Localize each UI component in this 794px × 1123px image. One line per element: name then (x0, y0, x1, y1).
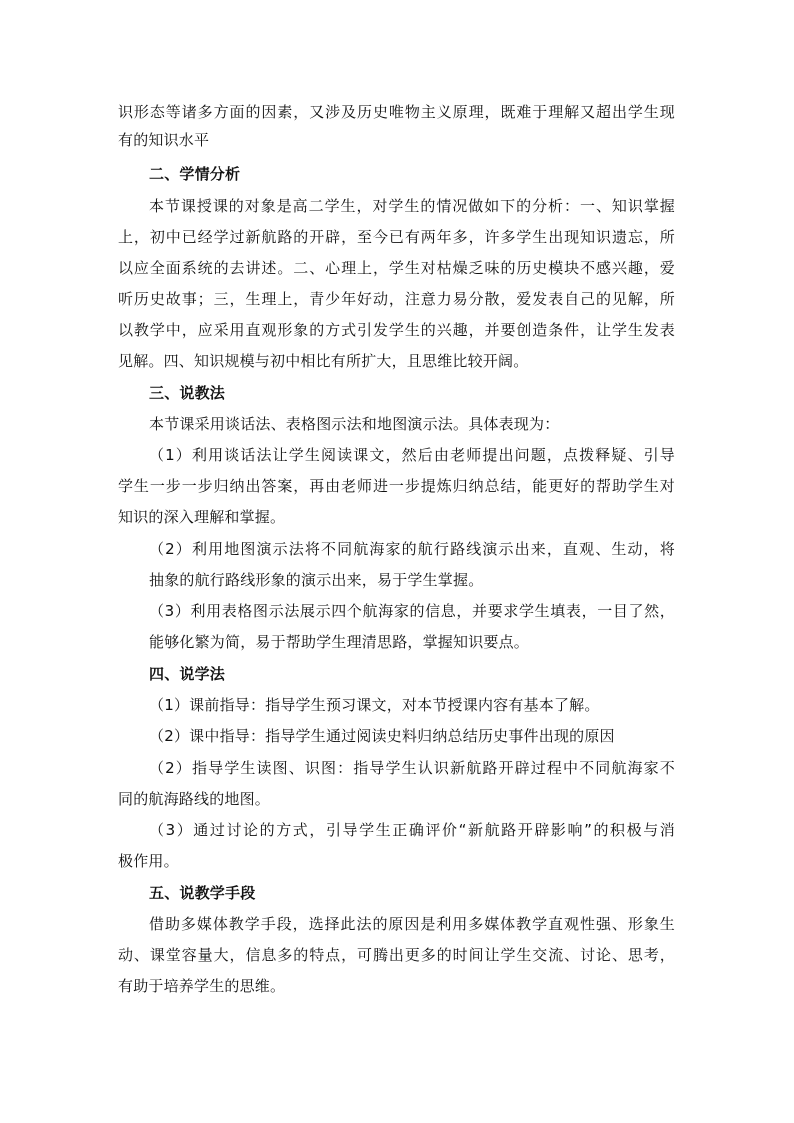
paragraph-line: 动、课堂容量大，信息多的特点，可腾出更多的时间让学生交流、讨论、思考， (118, 946, 675, 964)
paragraph-line: 同的航海路线的地图。 (118, 790, 271, 808)
section-heading: 二、学情分析 (149, 165, 241, 183)
list-item-line: （3）通过讨论的方式，引导学生正确评价“新航路开辟影响”的积极与消 (149, 821, 675, 839)
list-item-line: （3）利用表格图示法展示四个航海家的信息，并要求学生填表，一目了然， (149, 602, 675, 620)
list-item-line: （2）利用地图演示法将不同航海家的航行路线演示出来，直观、生动，将 (149, 540, 675, 558)
paragraph-line: 抽象的航行路线形象的演示出来，易于学生掌握。 (149, 571, 484, 589)
paragraph-line: 听历史故事；三，生理上，青少年好动，注意力易分散，爱发表自己的见解，所 (118, 290, 675, 308)
paragraph-line: 本节课授课的对象是高二学生，对学生的情况做如下的分析：一、知识掌握 (149, 197, 675, 215)
paragraph-line: 见解。四、知识规模与初中相比有所扩大，且思维比较开阔。 (118, 352, 529, 370)
list-item-line: （2）指导学生读图、识图：指导学生认识新航路开辟过程中不同航海家不 (149, 759, 675, 777)
list-item-line: （2）课中指导：指导学生通过阅读史料归纳总结历史事件出现的原因 (149, 727, 615, 745)
paragraph-line: 有助于培养学生的思维。 (118, 977, 286, 995)
paragraph-line: 借助多媒体教学手段，选择此法的原因是利用多媒体教学直观性强、形象生 (149, 915, 675, 933)
paragraph-line: 本节课采用谈话法、表格图示法和地图演示法。具体表现为： (149, 415, 560, 433)
paragraph-line: 以教学中，应采用直观形象的方式引发学生的兴趣，并要创造条件，让学生发表 (118, 321, 675, 339)
paragraph-line: 知识的深入理解和掌握。 (118, 508, 286, 526)
paragraph-line: 上，初中已经学过新航路的开辟，至今已有两年多，许多学生出现知识遗忘，所 (118, 228, 675, 246)
list-item-line: （1）课前指导：指导学生预习课文，对本节授课内容有基本了解。 (149, 696, 600, 714)
paragraph-line: 有的知识水平 (118, 131, 210, 149)
paragraph-line: 学生一步一步归纳出答案，再由老师进一步提炼归纳总结，能更好的帮助学生对 (118, 477, 675, 495)
paragraph-line: 识形态等诸多方面的因素，又涉及历史唯物主义原理，既难于理解又超出学生现 (118, 103, 675, 121)
section-heading: 四、说学法 (149, 665, 226, 683)
section-heading: 三、说教法 (149, 384, 226, 402)
paragraph-line: 能够化繁为简，易于帮助学生理清思路，掌握知识要点。 (149, 633, 530, 651)
paragraph-line: 极作用。 (118, 852, 179, 870)
section-heading: 五、说教学手段 (149, 884, 256, 902)
paragraph-line: 以应全面系统的去讲述。二、心理上，学生对枯燥乏味的历史模块不感兴趣，爱 (118, 259, 675, 277)
list-item-line: （1）利用谈话法让学生阅读课文，然后由老师提出问题，点拨释疑、引导 (149, 446, 675, 464)
